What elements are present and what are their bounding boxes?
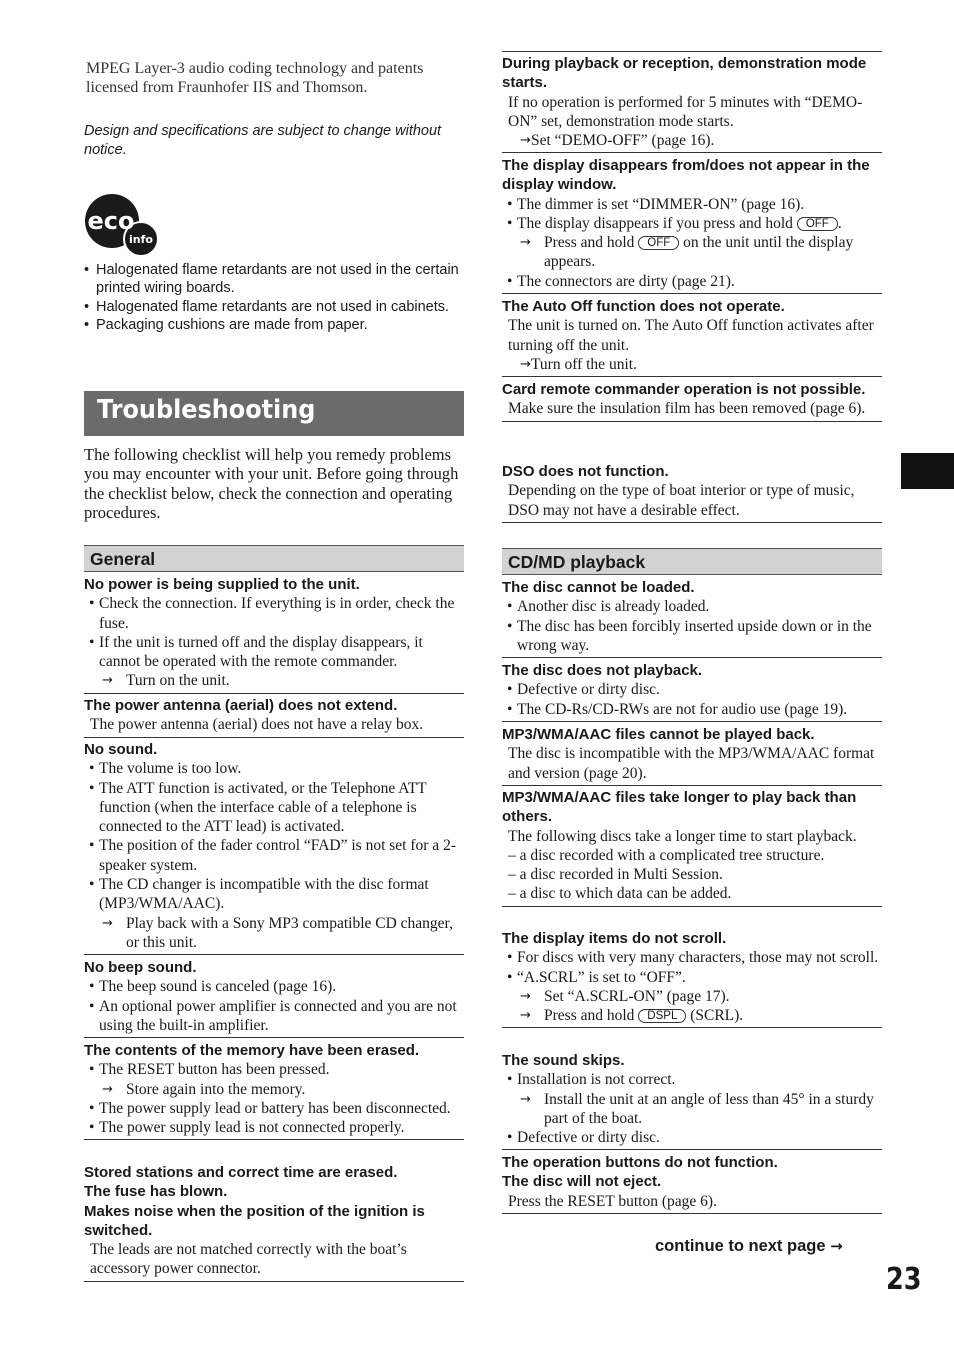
issue-remedy: → Turn off the unit. (502, 355, 882, 374)
issue-title: DSO does not function. (502, 463, 669, 480)
issue-bullet: • Installation is not correct. (502, 1070, 882, 1089)
issue-title: MP3/WMA/AAC files cannot be played back. (502, 726, 815, 743)
section-header-general (84, 545, 464, 572)
list-item: • Packaging cushions are made from paper. (84, 316, 464, 334)
issue-mp3-cannot-play (502, 725, 882, 786)
remedy-text: Press and hold (544, 1007, 635, 1025)
issue-bullet: • The ATT function is activated, or the Telephone ATT function (when the interface cable of a telephone is connected to the ATT lead) is activated. (84, 779, 464, 837)
issue-no-beep (84, 958, 464, 1038)
issue-stored-stations (84, 1163, 464, 1282)
issue-remedy: → Store again into the memory. (84, 1080, 464, 1099)
section-title: CD/MD playback (508, 552, 646, 572)
issue-bullet: • Check the connection. If everything is in order, check the fuse. (84, 594, 464, 633)
section-title: General (90, 549, 156, 569)
issue-display-disappears (502, 156, 882, 294)
issue-bullet: • The beep sound is canceled (page 16). (84, 977, 464, 996)
issue-remedy (502, 1006, 882, 1025)
troubleshooting-banner (84, 391, 464, 436)
remedy-text: on the unit until the display appears. (544, 234, 854, 271)
issue-memory-erased (84, 1041, 464, 1140)
issue-remedy: → Set “DEMO-OFF” (page 16). (502, 131, 882, 150)
issue-dash-item: – a disc recorded in Multi Session. (508, 866, 723, 884)
issue-auto-off (502, 297, 882, 377)
bullet-text: The display disappears if you press and hold (517, 214, 793, 232)
issue-text: The power antenna (aerial) does not have a relay box. (90, 716, 424, 734)
continue-text: continue to next page (655, 1237, 826, 1255)
issue-bullet: • For discs with very many characters, those may not scroll. (502, 948, 882, 967)
issue-text: The disc is incompatible with the MP3/WMA/AAC format and version (page 20). (508, 745, 875, 782)
list-item: • Halogenated flame retardants are not used in the certain printed wiring boards. (84, 261, 464, 298)
issue-text: Make sure the insulation film has been removed (page 6). (508, 400, 866, 418)
section-header-cdmd (502, 548, 882, 575)
issue-bullet: • The disc has been forcibly inserted upside down or in the wrong way. (502, 617, 882, 656)
issue-no-sound (84, 740, 464, 955)
issue-title: The disc will not eject. (502, 1173, 662, 1191)
dspl-key-icon: DSPL (638, 1009, 686, 1023)
bullet-text: . (837, 214, 842, 232)
eco-info-logo-icon (84, 193, 160, 257)
issue-bullet: • If the unit is turned off and the display disappears, it cannot be operated with the remote commander. (84, 633, 464, 672)
issue-title: The power antenna (aerial) does not extend. (84, 697, 398, 714)
issue-bullet: • Another disc is already loaded. (502, 597, 882, 616)
issue-dash-item: – a disc recorded with a complicated tree structure. (508, 846, 825, 864)
issue-bullet: • The power supply lead or battery has been disconnected. (84, 1099, 464, 1118)
issue-buttons-eject (502, 1153, 882, 1214)
issue-remedy: → Install the unit at an angle of less than 45° in a sturdy part of the boat. (502, 1090, 882, 1129)
issue-bullet (502, 214, 882, 233)
issue-remedy: → Play back with a Sony MP3 compatible CD changer, or this unit. (84, 914, 464, 953)
issue-bullet: • The CD changer is incompatible with the disc format (MP3/WMA/AAC). (84, 875, 464, 914)
eco-logo-word: eco (87, 207, 135, 235)
issue-disc-playback (502, 661, 882, 722)
issue-title: The operation buttons do not function. (502, 1154, 778, 1171)
section-tab-marker (901, 453, 954, 489)
issue-dash-item: – a disc to which data can be added. (508, 885, 732, 903)
issue-text: The leads are not matched correctly with the boat’s accessory power connector. (90, 1241, 407, 1278)
arrow-right-icon: → (830, 1237, 843, 1255)
issue-remedy (502, 233, 882, 272)
eco-logo-sub: info (129, 233, 153, 246)
issue-title: Card remote commander operation is not possible. (502, 381, 866, 398)
issue-title: The display items do not scroll. (502, 930, 727, 947)
issue-antenna (84, 696, 464, 738)
issue-bullet: • The connectors are dirty (page 21). (502, 272, 882, 291)
issue-title: Makes noise when the position of the ignition is switched. (84, 1202, 425, 1239)
issue-text: The unit is turned on. The Auto Off function activates after turning off the unit. (508, 317, 874, 354)
issue-title: The fuse has blown. (84, 1183, 228, 1201)
page-title: Troubleshooting (97, 395, 316, 425)
issue-text: The following discs take a longer time to start playback. (508, 827, 857, 845)
issue-card-remote (502, 380, 882, 422)
remedy-text: Press and hold (544, 234, 635, 252)
issue-bullet: • The dimmer is set “DIMMER-ON” (page 16). (502, 195, 882, 214)
troubleshooting-intro: The following checklist will help you remedy problems you may encounter with your unit. Before going through the checklist below, check the connection and operating procedures. (84, 445, 459, 522)
issue-title: The sound skips. (502, 1052, 625, 1069)
issue-title: No sound. (84, 741, 158, 758)
issue-bullet: • An optional power amplifier is connected and you are not using the built-in amplifier. (84, 997, 464, 1036)
issue-demo-mode (502, 51, 882, 153)
issue-mp3-longer (502, 788, 882, 907)
issue-text: Depending on the type of boat interior or type of music, DSO may not have a desirable effect. (508, 482, 855, 519)
issue-text: Press the RESET button (page 6). (508, 1192, 717, 1210)
issue-title: During playback or reception, demonstration mode starts. (502, 55, 867, 92)
continue-note (655, 1237, 843, 1256)
page-number: 23 (886, 1262, 922, 1297)
issue-title: The disc cannot be loaded. (502, 579, 695, 596)
issue-text: If no operation is performed for 5 minutes with “DEMO-ON” set, demonstration mode starts. (508, 93, 863, 130)
off-key-icon: OFF (638, 236, 679, 250)
issue-no-power (84, 575, 464, 694)
issue-bullet: • The CD-Rs/CD-RWs are not for audio use (page 19). (502, 700, 882, 719)
issue-bullet: • “A.SCRL” is set to “OFF”. (502, 968, 882, 987)
eco-info-list (84, 261, 464, 334)
mpeg-license-note: MPEG Layer-3 audio coding technology and patents licensed from Fraunhofer IIS and Thomson. (86, 60, 424, 97)
issue-title: Stored stations and correct time are erased. (84, 1164, 398, 1181)
issue-remedy: → Turn on the unit. (84, 671, 464, 690)
issue-title: MP3/WMA/AAC files take longer to play back than others. (502, 789, 857, 826)
issue-title: No beep sound. (84, 959, 197, 976)
issue-bullet: • The power supply lead is not connected properly. (84, 1118, 464, 1137)
design-note: Design and specifications are subject to change without notice. (84, 123, 442, 158)
remedy-text: (SCRL). (690, 1007, 744, 1025)
issue-bullet: • Defective or dirty disc. (502, 1128, 882, 1147)
issue-bullet: • Defective or dirty disc. (502, 680, 882, 699)
issue-no-scroll (502, 929, 882, 1028)
issue-title: The disc does not playback. (502, 662, 703, 679)
issue-remedy: → Set “A.SCRL-ON” (page 17). (502, 987, 882, 1006)
issue-title: The contents of the memory have been erased. (84, 1042, 420, 1059)
off-key-icon: OFF (797, 217, 838, 231)
issue-bullet: • The RESET button has been pressed. (84, 1060, 464, 1079)
issue-bullet: • The position of the fader control “FAD” is not set for a 2-speaker system. (84, 836, 464, 875)
issue-title: The display disappears from/does not appear in the display window. (502, 157, 870, 194)
issue-disc-load (502, 578, 882, 658)
issue-title: The Auto Off function does not operate. (502, 298, 785, 315)
list-item: • Halogenated flame retardants are not used in cabinets. (84, 298, 464, 316)
issue-sound-skips (502, 1051, 882, 1150)
issue-title: No power is being supplied to the unit. (84, 576, 360, 593)
issue-bullet: • The volume is too low. (84, 759, 464, 778)
issue-dso (502, 462, 882, 523)
